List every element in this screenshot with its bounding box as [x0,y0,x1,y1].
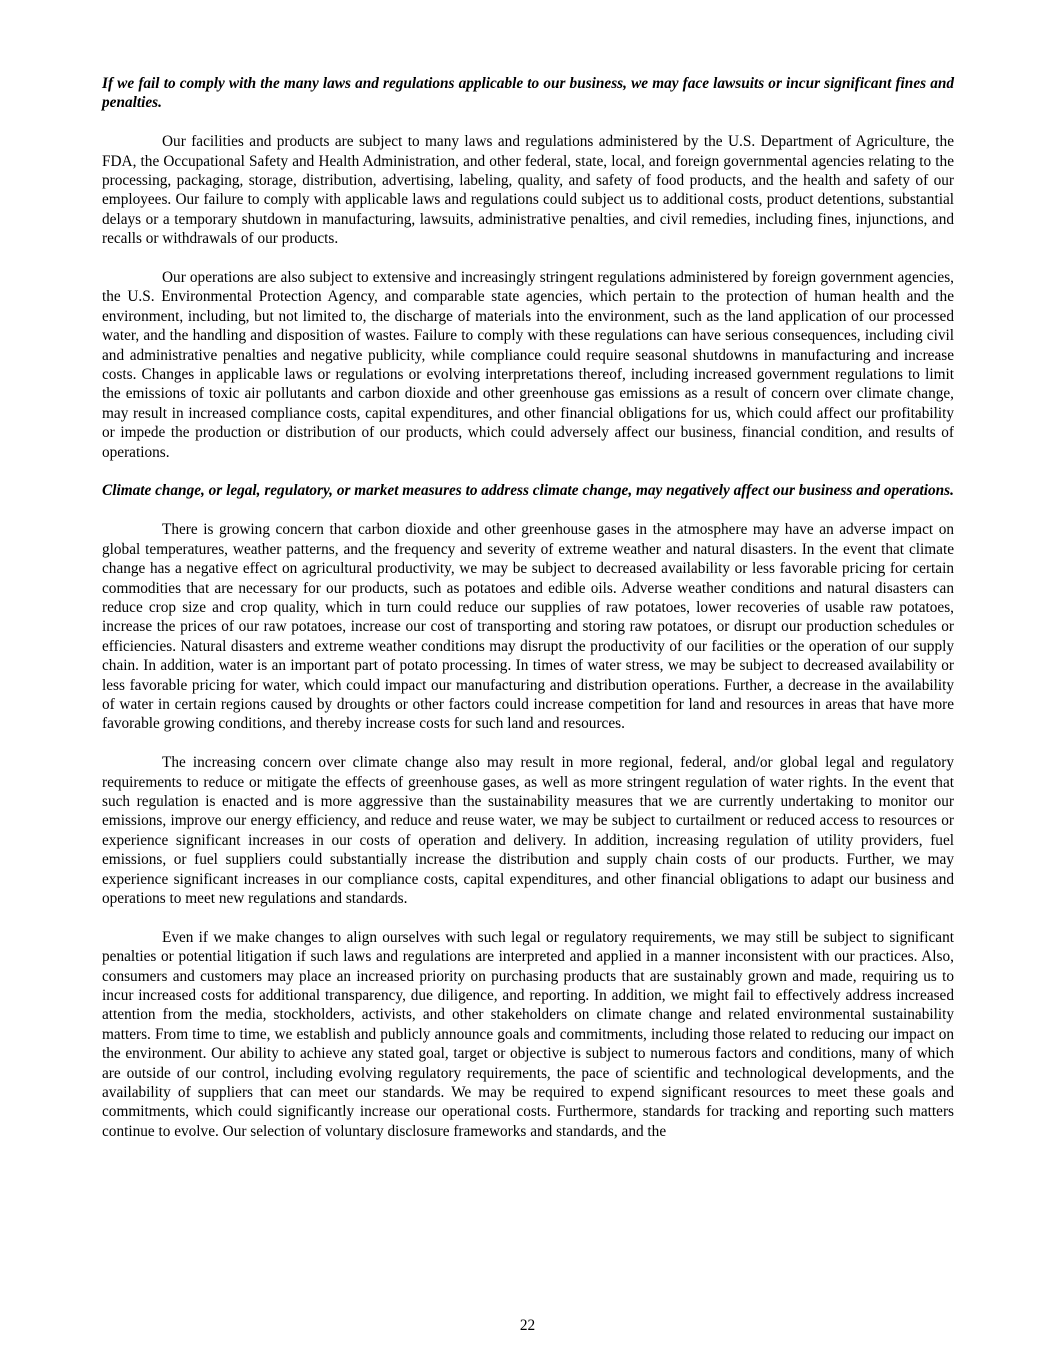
paragraph-compliance-2: Our operations are also subject to extensive and increasingly stringent regulations administered by foreign government agencies, the U.S. Environmental Protection Agency, and comparable state agencies, which pertain to the protection of human health and the environment, including, but not limited to, the discharge of materials into the environment, such as the land application of our processed water, and the handling and disposition of wastes. Failure to comply with these regulations can have serious consequences, including civil and administrative penalties and negative publicity, while compliance could require seasonal shutdowns in manufacturing and increase costs. Changes in applicable laws or regulations or evolving interpretations thereof, including increased government regulations to limit the emissions of toxic air pollutants and carbon dioxide and other greenhouse gas emissions as a result of concern over climate change, may result in increased compliance costs, capital expenditures, and other financial obligations for us, which could affect our profitability or impede the production or distribution of our products, which could adversely affect our business, financial condition, and results of operations. [102,269,954,461]
paragraph-climate-2: The increasing concern over climate change also may result in more regional, federal, and/or global legal and regulatory requirements to reduce or mitigate the effects of greenhouse gases, as well as more stringent regulation of water rights. In the event that such regulation is enacted and is more aggressive than the sustainability measures that we are currently undertaking to monitor our emissions, improve our energy efficiency, and reduce and reuse water, we may be subject to curtailment or reduced access to resources or experience significant increases in our costs of operation and delivery. In addition, increasing regulation of utility providers, fuel emissions, or fuel suppliers could substantially increase the distribution and supply chain costs of our products. Further, we may experience significant increases in our compliance costs, capital expenditures, and other financial obligations to adapt our business and operations to meet new regulations and standards. [102,754,954,907]
document-page [102,74,954,1141]
paragraph-compliance-1: Our facilities and products are subject to many laws and regulations administered by the U.S. Department of Agriculture, the FDA, the Occupational Safety and Health Administration, and other federal, state, local, and foreign governmental agencies relating to the processing, packaging, storage, distribution, advertising, labeling, quality, and safety of food products, and the health and safety of our employees. Our failure to comply with applicable laws and regulations could subject us to additional costs, product detentions, substantial delays or a temporary shutdown in manufacturing, lawsuits, administrative penalties, and civil remedies, including fines, injunctions, and recalls or withdrawals of our products. [102,133,954,248]
section-heading-compliance: If we fail to comply with the many laws and regulations applicable to our business, we may face lawsuits or incur significant fines and penalties. [102,75,954,112]
page-number: 22 [519,1317,536,1334]
section-heading-climate: Climate change, or legal, regulatory, or market measures to address climate change, may negatively affect our business and operations. [102,482,954,500]
paragraph-climate-1: There is growing concern that carbon dioxide and other greenhouse gases in the atmosphere may have an adverse impact on global temperatures, weather patterns, and the frequency and severity of extreme weather and natural disasters. In the event that climate change has a negative effect on agricultural productivity, we may be subject to decreased availability or less favorable pricing for certain commodities that are necessary for our products, such as potatoes and edible oils. Adverse weather conditions and natural disasters can reduce crop size and crop quality, which in turn could reduce our supplies of raw potatoes, lower recoveries of usable raw potatoes, increase the prices of our raw potatoes, increase our cost of transporting and storing raw potatoes, or disrupt our production schedules or efficiencies. Natural disasters and extreme weather conditions may disrupt the productivity of our facilities or the operation of our supply chain. In addition, water is an important part of potato processing. In times of water stress, we may be subject to decreased availability or less favorable pricing for water, which could impact our manufacturing and distribution operations. Further, a decrease in the availability of water in certain regions caused by droughts or other factors could increase competition for land and resources in areas that have more favorable growing conditions, and thereby increase costs for such land and resources. [102,521,954,733]
paragraph-climate-3: Even if we make changes to align ourselves with such legal or regulatory requirements, we may still be subject to significant penalties or potential litigation if such laws and regulations are interpreted and applied in a manner inconsistent with our practices. Also, consumers and customers may place an increased priority on purchasing products that are sustainably grown and made, requiring us to incur increased costs for additional transparency, due diligence, and reporting. In addition, we might fail to effectively address increased attention from the media, stockholders, activists, and other stakeholders on climate change and related environmental sustainability matters. From time to time, we establish and publicly announce goals and commitments, including those related to reducing our impact on the environment. Our ability to achieve any stated goal, target or objective is subject to numerous factors and conditions, many of which are outside of our control, including evolving regulatory requirements, the pace of scientific and technological developments, and the availability of suppliers that can meet our standards. We may be required to expend significant resources to meet these goals and commitments, which could significantly increase our operational costs. Furthermore, standards for tracking and reporting such matters continue to evolve. Our selection of voluntary disclosure frameworks and standards, and the [102,928,954,1140]
